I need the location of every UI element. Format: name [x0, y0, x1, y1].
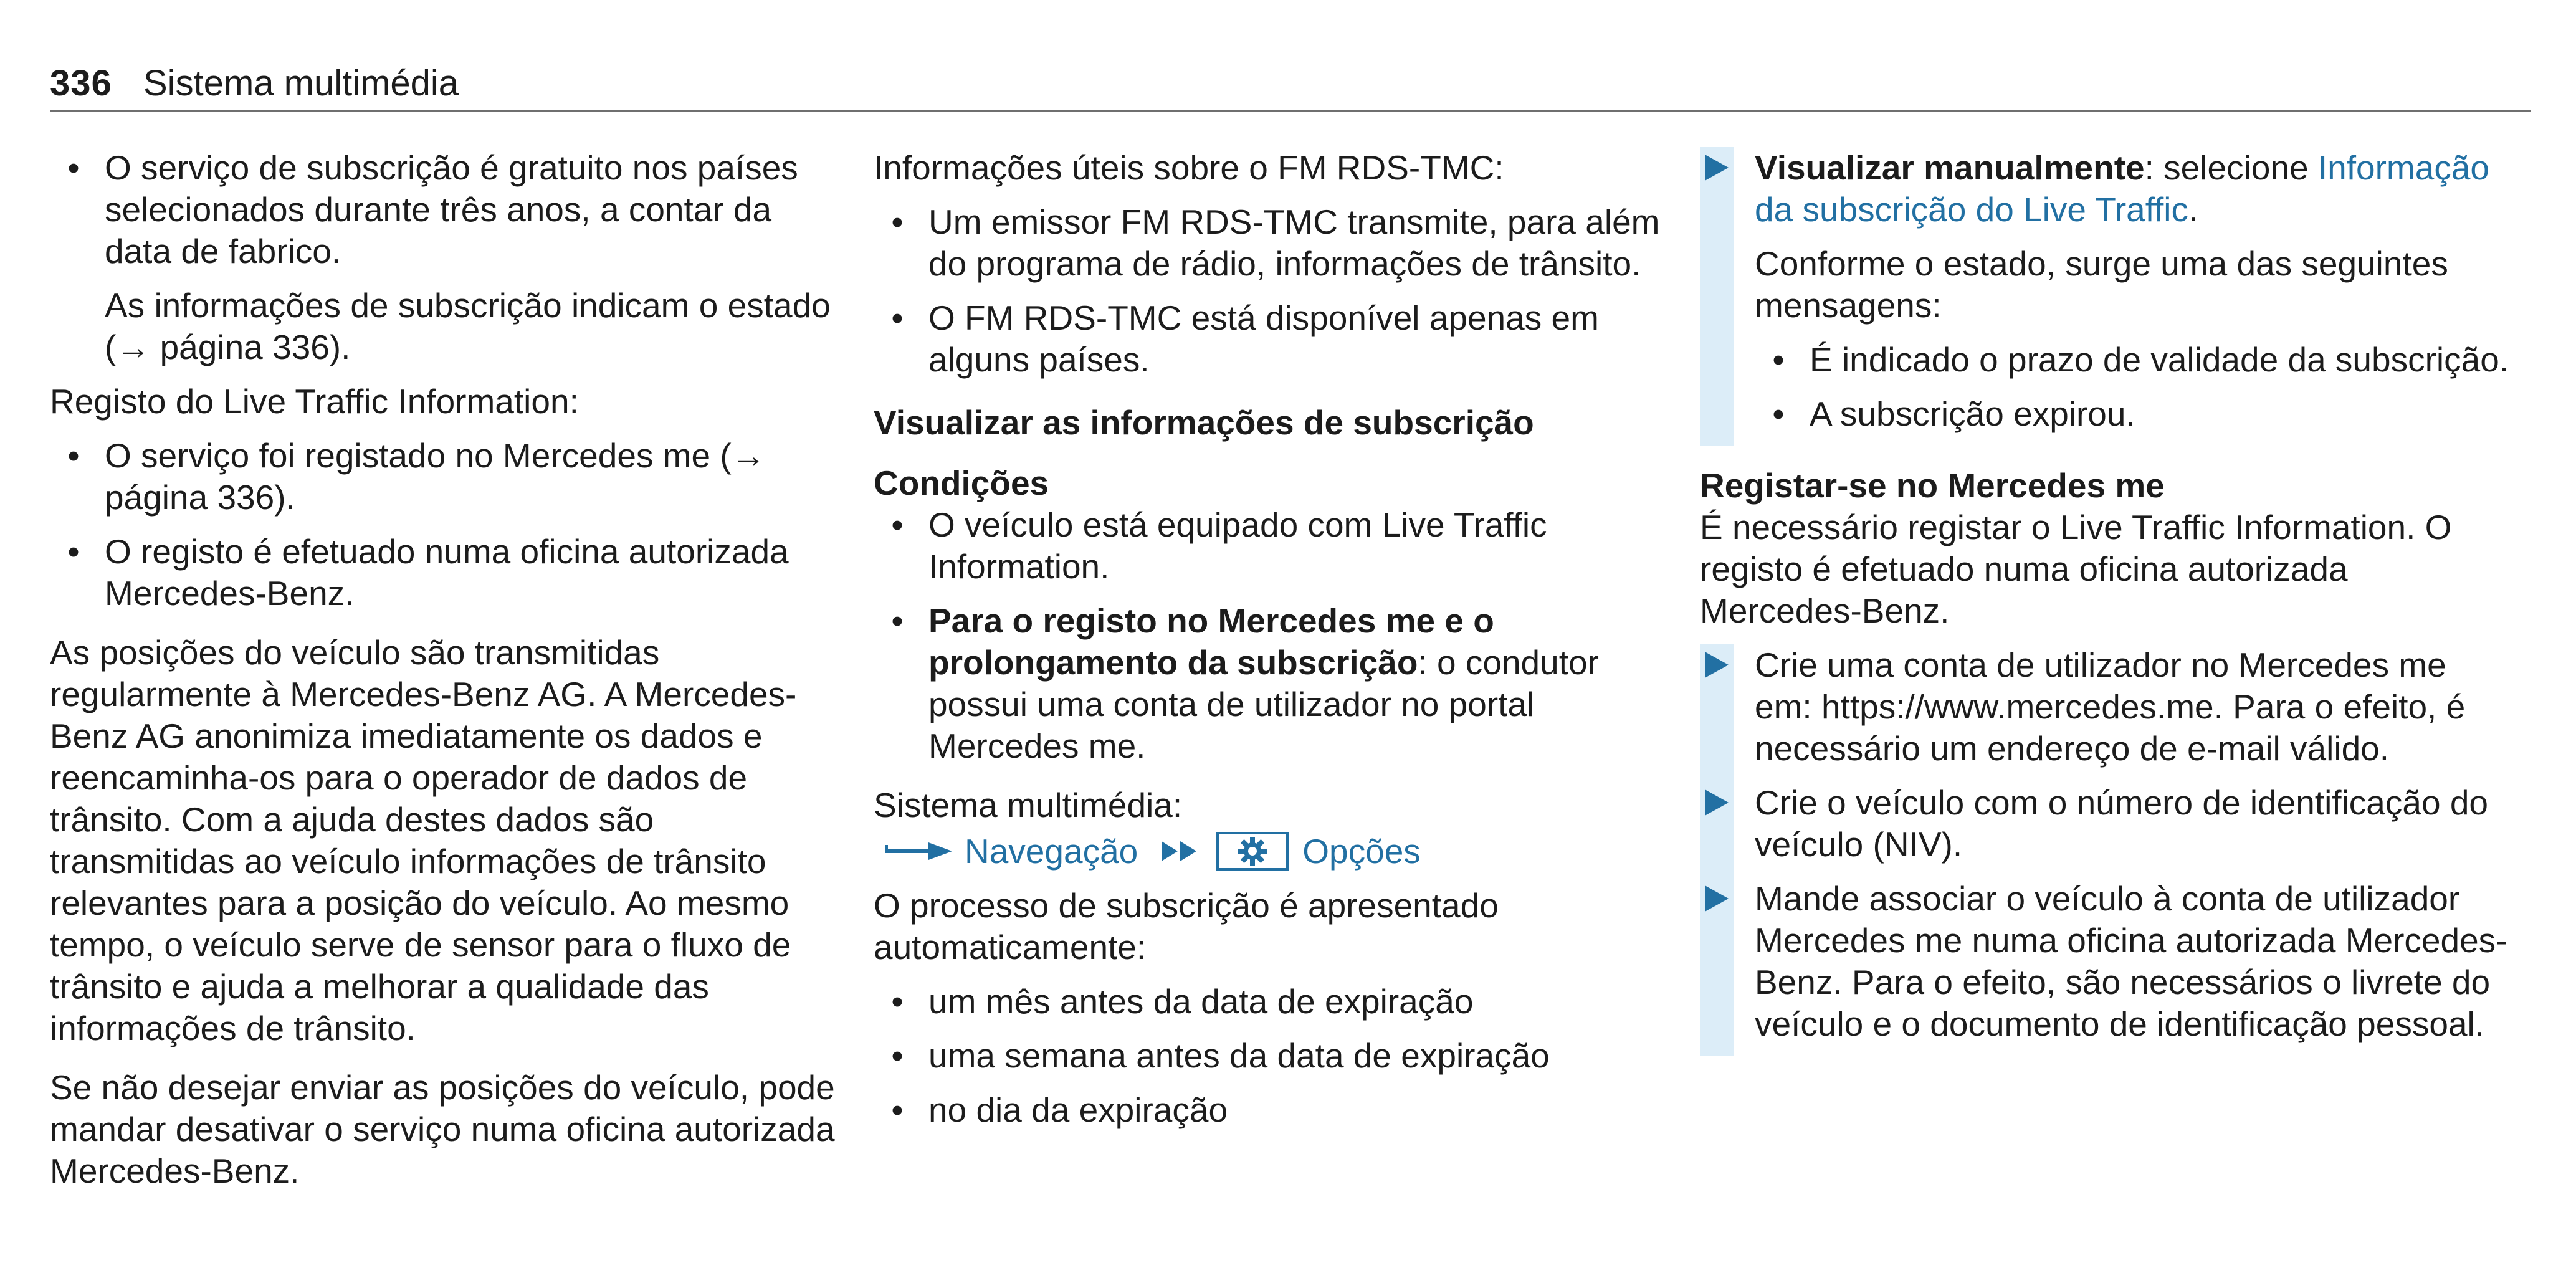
list-item [874, 504, 1677, 588]
registo-intro: Registo do Live Traffic Information: [50, 382, 579, 421]
page-header [50, 61, 2531, 112]
list-item [874, 297, 1677, 381]
bullet-text: um mês antes da data de expiração [928, 982, 1474, 1021]
column-middle [874, 147, 1677, 1143]
bullet-icon: • [1772, 340, 1785, 379]
list-item [874, 1089, 1677, 1131]
list-item [874, 201, 1677, 285]
step-text: Crie uma conta de utilizador no Mercedes me em: https://www.mercedes.me. Para o efeito, é necessário um endereço de e-mail válido. [1755, 646, 2466, 768]
step-text: Crie o veículo com o número de identificação do veículo (NIV). [1755, 783, 2489, 864]
section-title: Sistema multimédia [143, 63, 459, 103]
step-text [1755, 147, 2510, 231]
list-item [1755, 339, 2510, 381]
bullet-icon: • [891, 505, 904, 544]
subscription-note: As informações de subscrição indicam o estado (→ página 336). [105, 286, 831, 366]
step-arrow-icon [1705, 789, 1729, 816]
section-heading: Visualizar as informações de subscrição [874, 403, 1534, 442]
instruction-step-manual [1700, 147, 2510, 446]
list-item [50, 147, 835, 272]
step-arrow-icon [1705, 885, 1729, 912]
bullet-text: O FM RDS-TMC está disponível apenas em alguns países. [928, 298, 1599, 379]
bullet-icon: • [891, 982, 904, 1021]
bullet-text: O veículo está equipado com Live Traffic Information. [928, 505, 1547, 586]
navigation-path [874, 826, 1677, 876]
double-chevron-icon [1160, 839, 1199, 864]
bullet-icon: • [891, 601, 904, 640]
deactivate-paragraph: Se não desejar enviar as posições do veículo, pode mandar desativar o serviço numa oficina autorizada Mercedes-Benz. [50, 1068, 835, 1190]
step-end: . [2188, 190, 2198, 229]
bullet-icon: • [891, 203, 904, 241]
instruction-step [1755, 878, 2510, 1045]
instruction-step [1755, 782, 2510, 866]
bullet-text: A subscrição expirou. [1810, 394, 2135, 433]
list-item [874, 1035, 1677, 1077]
nav-navegacao[interactable]: Navegação [965, 831, 1138, 871]
gear-icon [1237, 836, 1268, 867]
bullet-rest: : o condutor possui uma conta de utilizador no portal Mercedes me. [928, 643, 1599, 765]
bullet-icon: • [891, 1036, 904, 1075]
bullet-text: É indicado o prazo de validade da subscrição. [1810, 340, 2509, 379]
bullet-icon: • [1772, 394, 1785, 433]
step-bold: Visualizar manualmente [1755, 148, 2145, 187]
step-followup: Conforme o estado, surge uma das seguintes mensagens: [1755, 244, 2448, 325]
column-left [50, 147, 835, 1192]
register-paragraph: É necessário registar o Live Traffic Information. O registo é efetuado numa oficina autorizada Mercedes-Benz. [1700, 508, 2452, 630]
bold-prefix: Para o registo no Mercedes me e o prolongamento da subscrição [928, 601, 1494, 682]
process-text: O processo de subscrição é apresentado automaticamente: [874, 886, 1499, 966]
page-number: 336 [50, 63, 112, 103]
conditions-bullets [874, 504, 1677, 767]
column-right [1700, 147, 2510, 1056]
bullet-icon: • [67, 532, 80, 571]
bullet-text: O serviço foi registado no Mercedes me (→ página 336). [105, 436, 766, 517]
instruction-stripe [1700, 644, 1734, 1056]
bullet-text: O serviço de subscrição é gratuito nos países selecionados durante três anos, a contar da data de fabrico. [105, 148, 798, 270]
instruction-steps-register [1700, 644, 2510, 1056]
step-plain: : selecione [2144, 148, 2318, 187]
step-text: Mande associar o veículo à conta de utilizador Mercedes me numa oficina autorizada Mercedes-Benz. Para o efeito, são necessários o livrete do veículo e o documento de identificação pessoal. [1755, 879, 2507, 1043]
list-item [50, 435, 835, 518]
bullet-icon: • [67, 148, 80, 187]
process-bullets [874, 981, 1677, 1131]
subscription-bullets [50, 147, 835, 272]
instruction-stripe [1700, 147, 1734, 446]
bullet-text: uma semana antes da data de expiração [928, 1036, 1550, 1075]
bullet-text: no dia da expiração [928, 1090, 1228, 1129]
register-heading: Registar-se no Mercedes me [1700, 466, 2165, 505]
bullet-icon: • [67, 436, 80, 475]
bullet-text: O registo é efetuado numa oficina autorizada Mercedes-Benz. [105, 532, 789, 613]
status-messages [1755, 339, 2510, 435]
system-label: Sistema multimédia: [874, 786, 1183, 824]
vehicle-positions-paragraph: As posições do veículo são transmitidas regularmente à Mercedes-Benz AG. A Mercedes-Benz AG anonimiza imediatamente os dados e reencaminha-os para o operador de dados de trânsito. Com a ajuda destes dados são transmitidas ao veículo informações de trânsito relevantes para a posição do veículo. Ao mesmo tempo, o veículo serve de sensor para o fluxo de trânsito e ajuda a melhorar a qualidade das informações de trânsito. [50, 633, 797, 1047]
list-item [874, 600, 1677, 767]
fm-bullets [874, 201, 1677, 381]
bullet-icon: • [891, 1090, 904, 1129]
registo-bullets [50, 435, 835, 614]
instruction-step [1755, 644, 2510, 770]
bullet-icon: • [891, 298, 904, 337]
bullet-text: Um emissor FM RDS-TMC transmite, para além do programa de rádio, informações de trânsito. [928, 203, 1660, 283]
list-item [874, 981, 1677, 1023]
bullet-text [928, 601, 1599, 765]
step-arrow-icon [1705, 652, 1729, 678]
fm-intro: Informações úteis sobre o FM RDS-TMC: [874, 148, 1504, 187]
options-button[interactable] [1216, 832, 1289, 871]
list-item [1755, 393, 2510, 435]
list-item [50, 531, 835, 614]
subscription-info-link[interactable]: Informação da subscrição do Live Traffic [1755, 148, 2489, 229]
conditions-heading: Condições [874, 464, 1049, 502]
path-arrow-icon [885, 839, 955, 864]
step-arrow-icon [1705, 155, 1729, 181]
nav-opcoes[interactable]: Opções [1302, 831, 1421, 871]
